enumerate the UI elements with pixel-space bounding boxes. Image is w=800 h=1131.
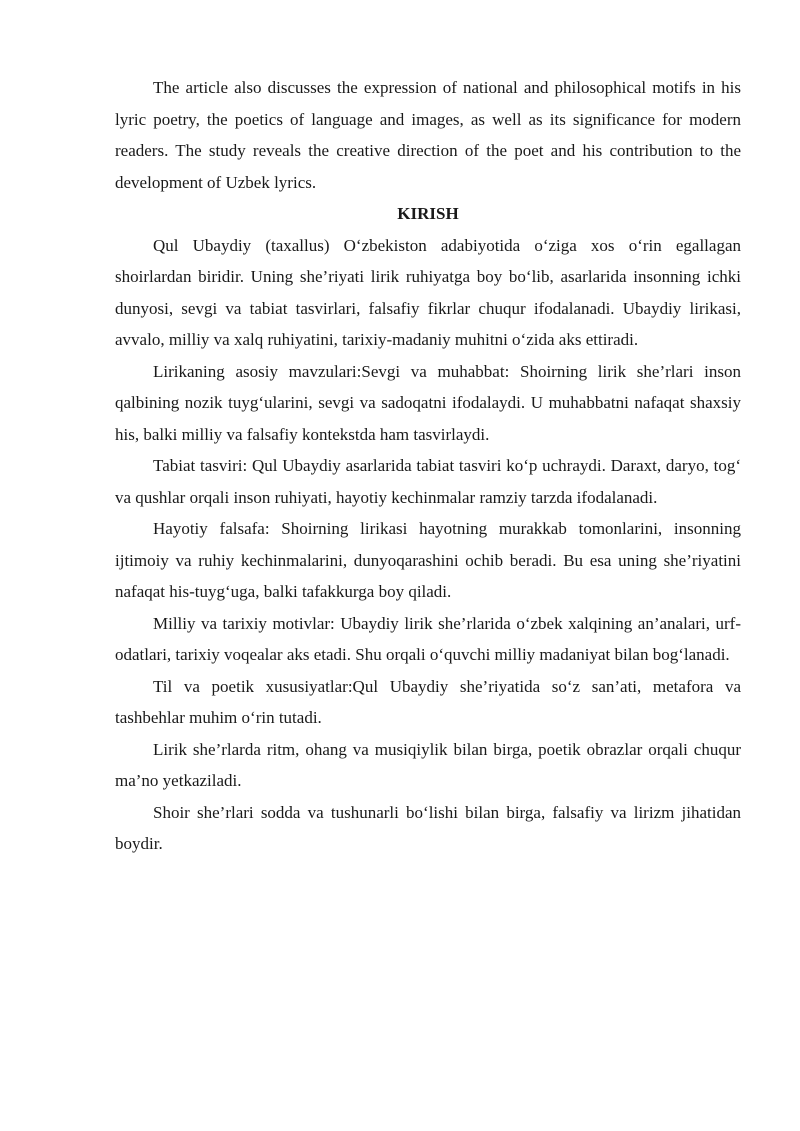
intro-paragraph: Qul Ubaydiy (taxallus) O‘zbekiston adabiyotida o‘ziga xos o‘rin egallagan shoirlardan biridir. Uning she’riyati lirik ruhiyatga boy bo‘lib, asarlarida insonning ichki dunyosi, sevgi va tabiat tasvirlari, falsafiy fikrlar chuqur ifodalanadi. Ubaydiy lirikasi, avvalo, milliy va xalq ruhiyatini, tarixiy-madaniy muhitni o‘zida aks ettiradi. [115,235,741,349]
nature-paragraph: Tabiat tasviri: Qul Ubaydiy asarlarida tabiat tasviri ko‘p uchraydi. Daraxt, daryo, tog‘ va qushlar orqali inson ruhiyati, hayotiy kechinmalar ramziy tarzda ifodalanadi. [115,456,741,507]
philosophy-paragraph: Hayotiy falsafa: Shoirning lirikasi hayotning murakkab tomonlarini, insonning ijtimoiy va ruhiy kechinmalarini, dunyoqarashini ochib beradi. Bu esa uning she’riyatini nafaqat his-tuyg‘uga, balki tafakkurga boy qiladi. [115,519,741,601]
simplicity-paragraph: Shoir she’rlari sodda va tushunarli bo‘lishi bilan birga, falsafiy va lirizm jihatidan boydir. [115,802,741,853]
rhythm-paragraph: Lirik she’rlarda ritm, ohang va musiqiylik bilan birga, poetik obrazlar orqali chuqur ma’no yetkaziladi. [115,739,741,790]
language-poetics-paragraph: Til va poetik xususiyatlar:Qul Ubaydiy she’riyatida so‘z san’ati, metafora va tashbehlar muhim o‘rin tutadi. [115,676,741,727]
document-body [115,72,741,860]
national-motifs-paragraph: Milliy va tarixiy motivlar: Ubaydiy lirik she’rlarida o‘zbek xalqining an’analari, urf-odatlari, tarixiy voqealar aks etadi. Shu orqali o‘quvchi milliy madaniyat bilan bog‘lanadi. [115,613,741,664]
abstract-paragraph: The article also discusses the expression of national and philosophical motifs in his lyric poetry, the poetics of language and images, as well as its significance for modern readers. The study reveals the creative direction of the poet and his contribution to the development of Uzbek lyrics. [115,78,741,192]
themes-love-paragraph: Lirikaning asosiy mavzulari:Sevgi va muhabbat: Shoirning lirik she’rlari inson qalbining nozik tuyg‘ularini, sevgi va sadoqatni ifodalaydi. U muhabbatni nafaqat shaxsiy his, balki milliy va falsafiy kontekstda ham tasvirlaydi. [115,361,741,444]
section-heading: KIRISH [397,204,459,223]
